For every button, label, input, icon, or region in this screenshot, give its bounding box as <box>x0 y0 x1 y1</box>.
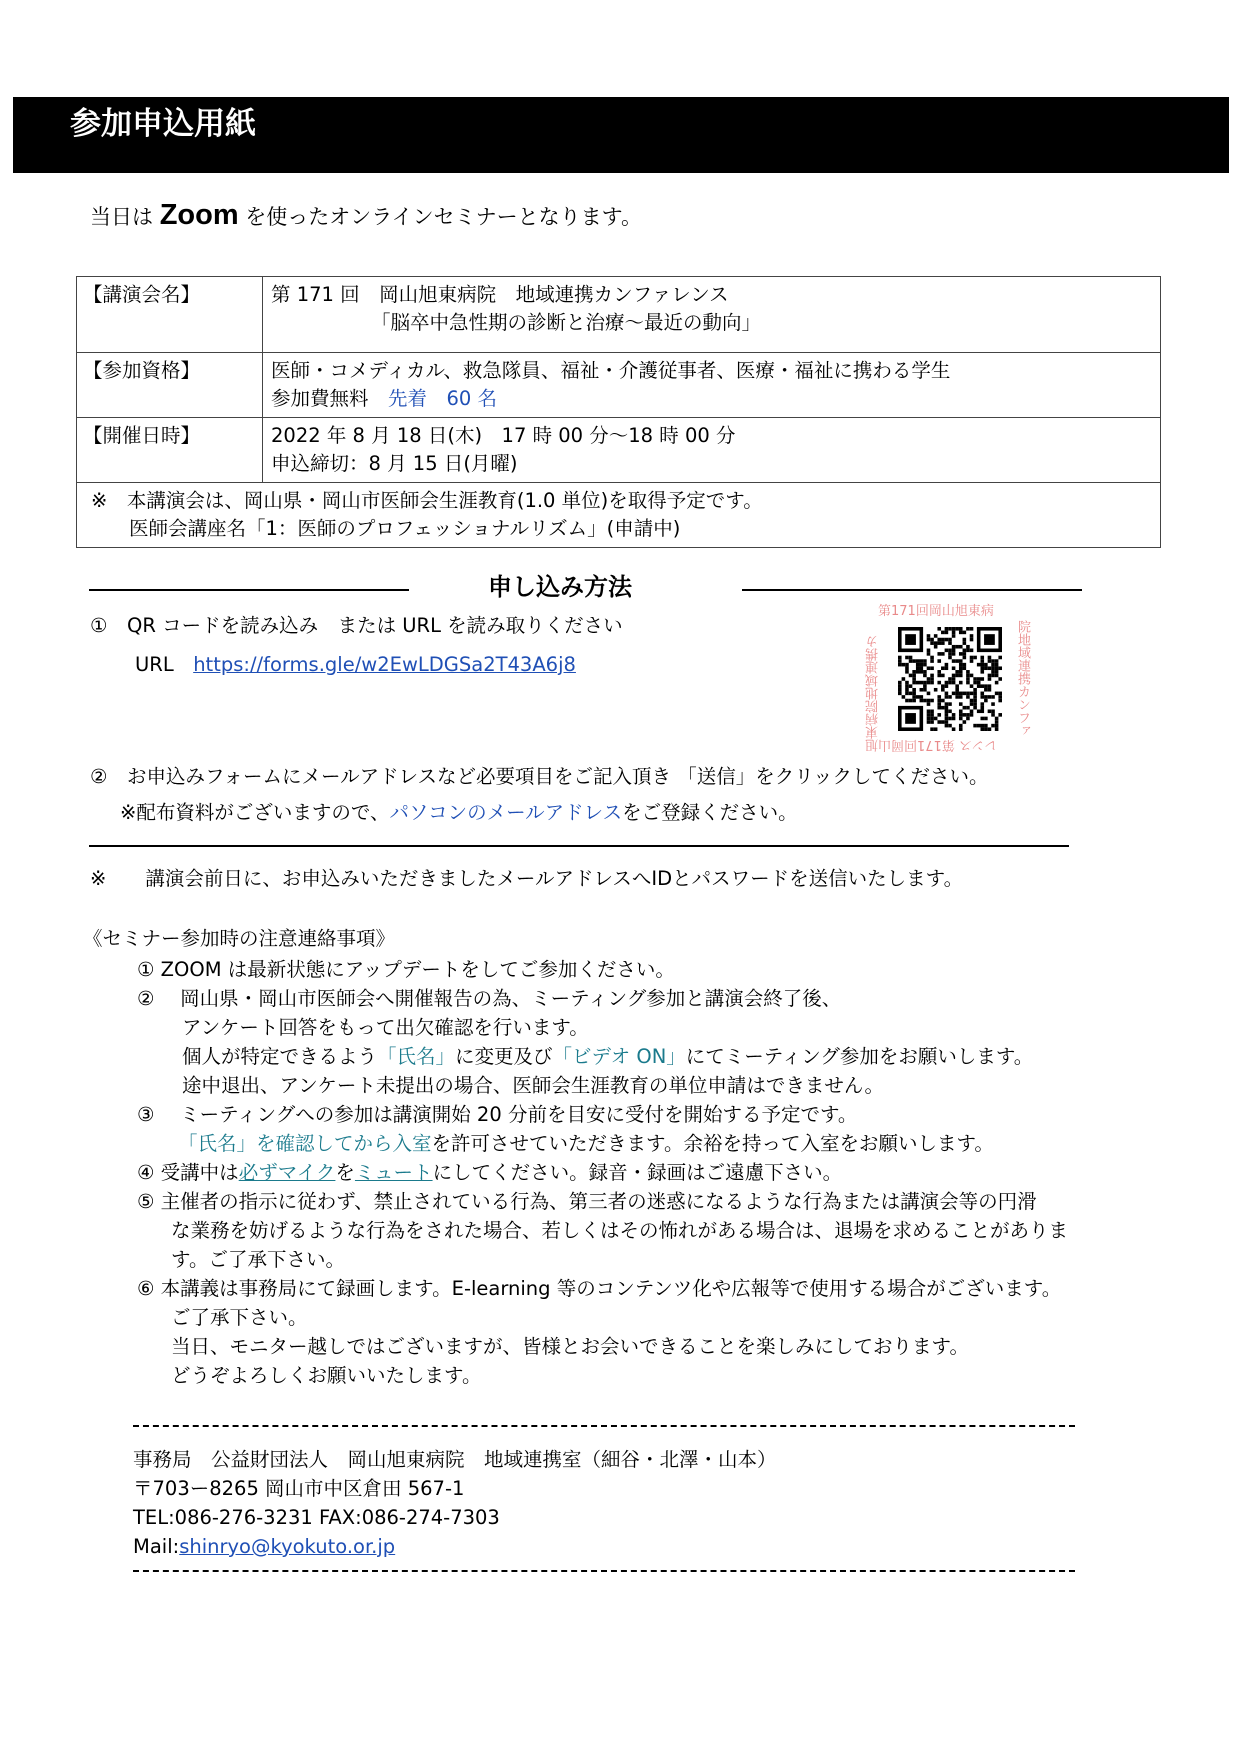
method-rule-left <box>89 589 409 591</box>
qr-code-icon[interactable] <box>898 627 1002 731</box>
seminar-item-6a: ⑥ 本講義は事務局にて録画します。E-learning 等のコンテンツ化や広報等で使用する場合がございます。 <box>137 1277 1062 1300</box>
name-highlight: 「氏名」 <box>377 1045 456 1068</box>
mute-highlight: ミュート <box>354 1161 433 1184</box>
page-title: 参加申込用紙 <box>70 106 256 142</box>
row-datetime <box>77 418 1161 483</box>
value-datetime <box>263 418 1161 483</box>
contact-address: 〒703ー8265 岡山市中区倉田 567-1 <box>133 1477 465 1500</box>
i2c-1: 個人が特定できるよう <box>182 1045 378 1068</box>
mic-highlight: 必ずマイク <box>238 1161 336 1184</box>
contact-divider-top <box>133 1425 1075 1427</box>
seminar-item-6d: どうぞよろしくお願いいたします。 <box>171 1364 482 1387</box>
intro-after: を使ったオンラインセミナーとなります。 <box>238 205 642 229</box>
seminar-item-5c: す。ご了承下さい。 <box>171 1248 345 1271</box>
seminar-item-3a: ③ ミーティングへの参加は講演開始 20 分前を目安に受付を開始する予定です。 <box>137 1103 858 1126</box>
qr-caption-top: 第171回岡山旭東病 <box>878 604 994 619</box>
deadline-line: 申込締切：8 月 15 日(月曜) <box>271 452 518 475</box>
datetime-line1: 2022 年 8 月 18 日(木) 17 時 00 分～18 時 00 分 <box>271 424 736 447</box>
seminar-item-5a: ⑤ 主催者の指示に従わず、禁止されている行為、第三者の迷惑になるような行為または講演会等の円滑 <box>137 1190 1037 1213</box>
info-table <box>76 276 1161 548</box>
zoom-word: Zoom <box>159 199 239 231</box>
contact-office: 事務局 公益財団法人 岡山旭東病院 地域連携室（細谷・北澤・山本） <box>133 1448 777 1471</box>
row-eligibility <box>77 353 1161 418</box>
seminar-item-6c: 当日、モニター越しではございますが、皆様とお会いできることを楽しみにしております。 <box>171 1335 969 1358</box>
eligibility-line1: 医師・コメディカル、救急隊員、福祉・介護従事者、医療・福祉に携わる学生 <box>271 359 951 382</box>
seminar-item-2a: ② 岡山県・岡山市医師会へ開催報告の為、ミーティング参加と講演会終了後、 <box>137 987 842 1010</box>
seminar-item-3b <box>178 1130 994 1158</box>
value-eligibility <box>263 353 1161 418</box>
step1-text: ① QR コードを読み込み または URL を読み取りください <box>90 614 623 637</box>
pc-email-highlight: パソコンのメールアドレス <box>389 801 623 824</box>
i4-3: を <box>335 1161 355 1184</box>
lecture-name-line1: 第 171 回 岡山旭東病院 地域連携カンファレンス <box>271 283 729 306</box>
method-rule-bottom <box>89 845 1069 847</box>
fee-free: 参加費無料 <box>271 387 389 410</box>
label-lecture-name: 【講演会名】 <box>77 277 263 353</box>
row-note <box>77 483 1161 548</box>
i2c-5: にてミーティング参加をお願いします。 <box>685 1045 1034 1068</box>
url-label: URL <box>135 653 194 676</box>
contact-mail <box>133 1533 395 1561</box>
intro-before: 当日は <box>90 205 160 229</box>
seminar-heading: 《セミナー参加時の注意連絡事項》 <box>83 927 396 950</box>
qr-caption-bottom: レンス 第171回岡山 <box>878 737 998 752</box>
label-datetime: 【開催日時】 <box>77 418 263 483</box>
form-url-link[interactable]: https://forms.gle/w2EwLDGSa2T43A6j8 <box>193 653 576 676</box>
seminar-item-2d: 途中退出、アンケート未提出の場合、医師会生涯教育の単位申請はできません。 <box>182 1074 885 1097</box>
i4-1: ④ 受講中は <box>137 1161 239 1184</box>
step2-note-c: をご登録ください。 <box>622 801 798 824</box>
seminar-item-4 <box>137 1159 842 1187</box>
step2-text: ② お申込みフォームにメールアドレスなど必要項目をご記入頂き 「送信」をクリックしてください。 <box>90 765 989 788</box>
mail-link[interactable]: shinryo@kyokuto.or.jp <box>179 1535 396 1558</box>
seminar-item-2c <box>182 1043 1033 1071</box>
method-rule-right <box>742 589 1082 591</box>
mail-label: Mail: <box>133 1535 180 1558</box>
i3b-2: を許可させていただきます。余裕を持って入室をお願いします。 <box>431 1132 994 1155</box>
intro-line <box>90 200 642 232</box>
label-eligibility: 【参加資格】 <box>77 353 263 418</box>
seminar-item-6b: ご了承下さい。 <box>171 1306 308 1329</box>
url-line <box>135 651 576 679</box>
i2c-3: に変更及び <box>455 1045 553 1068</box>
i4-5: にしてください。録音・録画はご遠慮下さい。 <box>432 1161 843 1184</box>
value-lecture-name <box>263 277 1161 353</box>
eligibility-line2 <box>271 385 1152 413</box>
step2-note-a: ※配布資料がございますので、 <box>120 801 390 824</box>
capacity: 先着 60 名 <box>388 387 498 410</box>
seminar-item-5b: な業務を妨げるような行為をされた場合、若しくはその怖れがある場合は、退場を求めることがありま <box>171 1219 1069 1242</box>
credit-note <box>77 483 1161 548</box>
qr-caption-left: 旭東病院地域連携カ <box>866 635 881 752</box>
seminar-item-1: ① ZOOM は最新状態にアップデートをしてご参加ください。 <box>137 958 675 981</box>
row-lecture-name <box>77 277 1161 353</box>
video-on-highlight: 「ビデオ ON」 <box>552 1045 686 1068</box>
step2-note <box>120 799 798 827</box>
lecture-name-line2: 「脳卒中急性期の診断と治療～最近の動向」 <box>371 311 762 334</box>
seminar-item-2b: アンケート回答をもって出欠確認を行います。 <box>182 1016 589 1039</box>
note-line2: 医師会講座名「1：医師のプロフェッショナルリズム」(申請中) <box>129 517 681 540</box>
confirm-name-highlight: 「氏名」を確認してから入室 <box>178 1132 432 1155</box>
method-heading: 申し込み方法 <box>488 573 632 601</box>
contact-divider-bottom <box>133 1570 1075 1572</box>
notice-text: ※ 講演会前日に、お申込みいただきましたメールアドレスへIDとパスワードを送信いたします。 <box>90 867 964 890</box>
qr-caption-right: 院地域連携カンファ <box>1015 620 1030 737</box>
contact-tel-fax: TEL:086-276-3231 FAX:086-274-7303 <box>133 1506 500 1529</box>
note-line1: ※ 本講演会は、岡山県・岡山市医師会生涯教育(1.0 単位)を取得予定です。 <box>91 489 763 512</box>
